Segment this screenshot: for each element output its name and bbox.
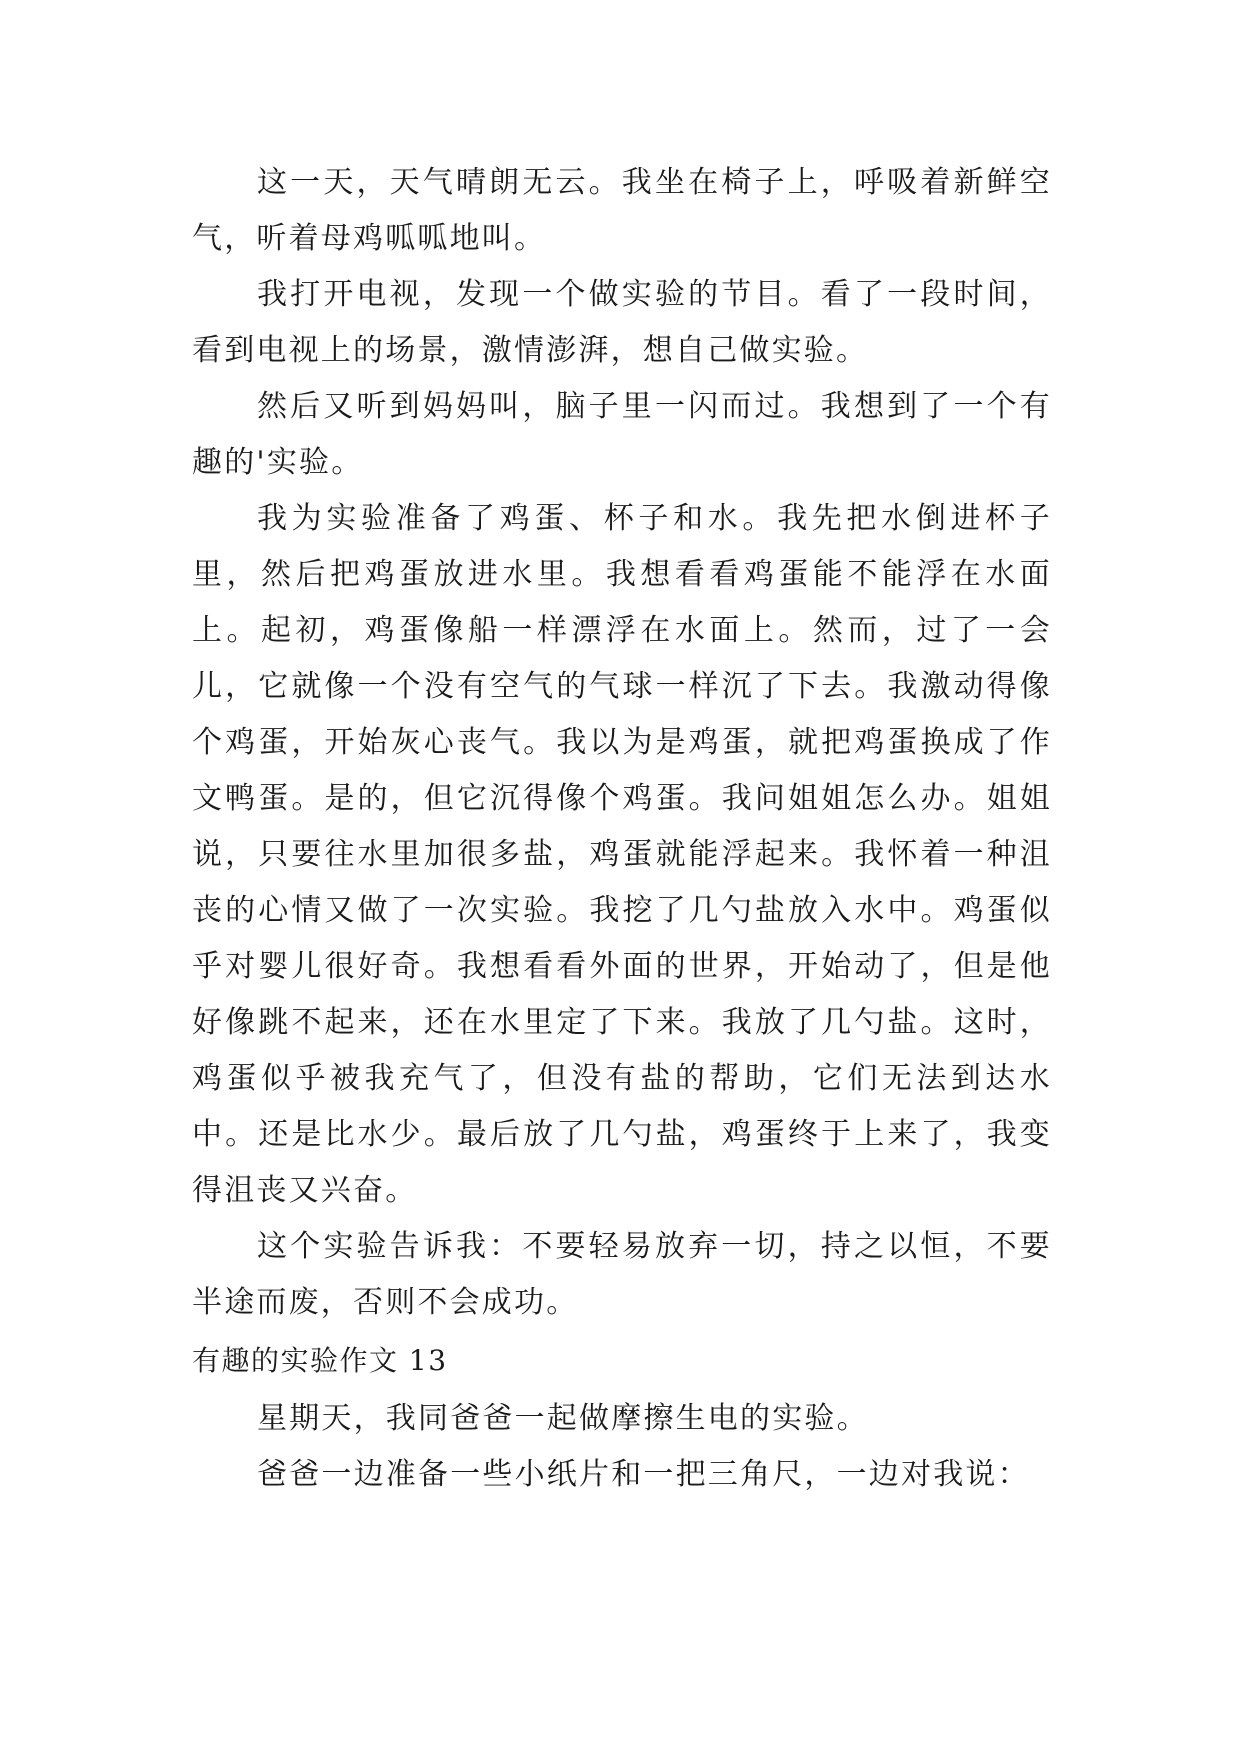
paragraph-lesson: 这个实验告诉我：不要轻易放弃一切，持之以恒，不要半途而废，否则不会成功。 (192, 1229, 1052, 1320)
paragraph-dad-prepares: 爸爸一边准备一些小纸片和一把三角尺，一边对我说： (257, 1457, 1030, 1492)
paragraph-tv-program: 我打开电视，发现一个做实验的节目。看了一段时间，看到电视上的场景，激情澎湃，想自己做实验。 (192, 277, 1052, 368)
paragraph-egg-experiment: 我为实验准备了鸡蛋、杯子和水。我先把水倒进杯子里，然后把鸡蛋放进水里。我想看看鸡蛋能不能浮在水面上。起初，鸡蛋像船一样漂浮在水面上。然而，过了一会儿，它就像一个没有空气的气球一样沉了下去。我激动得像个鸡蛋，开始灰心丧气。我以为是鸡蛋，就把鸡蛋换成了作文鸭蛋。是的，但它沉得像个鸡蛋。我问姐姐怎么办。姐姐说，只要往水里加很多盐，鸡蛋就能浮起来。我怀着一种沮丧的心情又做了一次实验。我挖了几勺盐放入水中。鸡蛋似乎对婴儿很好奇。我想看看外面的世界，开始动了，但是他好像跳不起来，还在水里定了下来。我放了几勺盐。这时，鸡蛋似乎被我充气了，但没有盐的帮助，它们无法到达水中。还是比水少。最后放了几勺盐，鸡蛋终于上来了，我变得沮丧又兴奋。 (192, 501, 1052, 1208)
document-body (192, 155, 1052, 1503)
paragraph-idea: 然后又听到妈妈叫，脑子里一闪而过。我想到了一个有趣的'实验。 (192, 389, 1052, 480)
section-title: 有趣的实验作文 13 (192, 1344, 448, 1377)
paragraph-sunday: 星期天，我同爸爸一起做摩擦生电的实验。 (257, 1401, 869, 1436)
paragraph-sunny-day: 这一天，天气晴朗无云。我坐在椅子上，呼吸着新鲜空气，听着母鸡呱呱地叫。 (192, 165, 1052, 256)
